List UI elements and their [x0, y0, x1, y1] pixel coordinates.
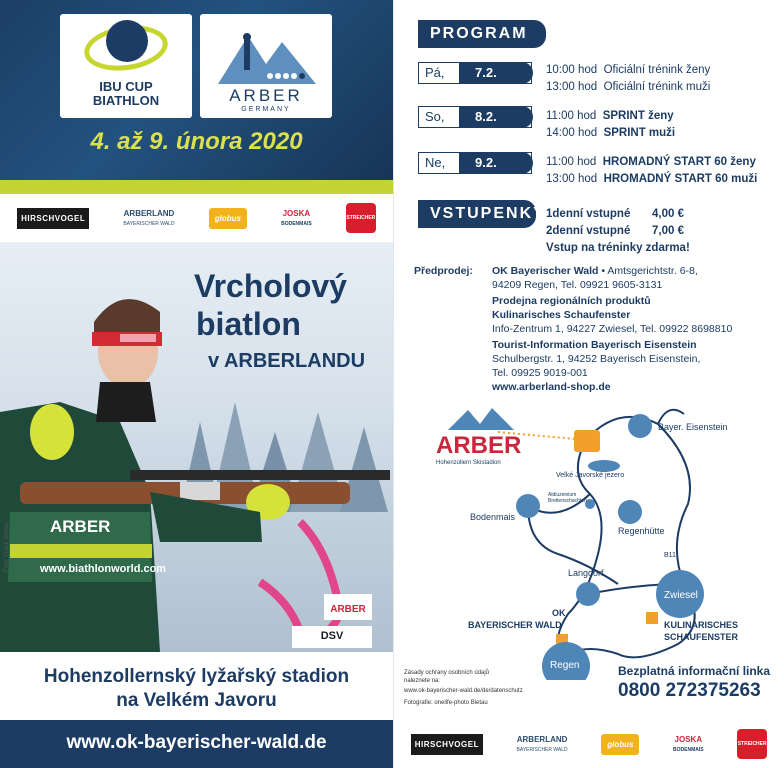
- day-name: Ne,: [425, 155, 446, 170]
- presale-ok-name: OK Bayerischer Wald: [492, 265, 599, 277]
- arber-logo: [200, 14, 332, 118]
- sponsor-arberland: [123, 209, 174, 227]
- mini-arber-logo: ARBER: [324, 594, 372, 620]
- map-label-regenhutte: Regenhütte: [618, 526, 665, 536]
- venue-line1: Hohenzollernský lyžařský stadion: [43, 666, 350, 687]
- ticket-price: 7,00 €: [652, 225, 684, 237]
- map-label-lake: Velké Javorské jezero: [556, 472, 625, 479]
- presale-kul-line2: Info-Zentrum 1, 94227 Zwiesel, Tel. 09922 8698810: [492, 323, 733, 335]
- presale-tourist: [492, 338, 700, 380]
- event-row: [546, 110, 674, 122]
- map-label-ok-sub: BAYERISCHER WALD: [468, 620, 562, 630]
- day-date: 9.2.: [459, 152, 533, 174]
- map-arber-sub: Hohenzollern Skistadion: [436, 460, 501, 466]
- right-panel: [394, 0, 784, 768]
- privacy-line1: Zásady ochrany osobních údajů: [404, 670, 490, 676]
- event-time: 11:00 hod: [546, 110, 597, 122]
- headline-line2: biatlon: [196, 306, 301, 342]
- sponsor-arberland-name: ARBERLAND: [123, 209, 175, 218]
- day-date: 7.2.: [459, 62, 533, 84]
- privacy-link[interactable]: www.ok-bayerischer-wald.de/de/datenschutz: [404, 688, 523, 694]
- map-label-bodenmais: Bodenmais: [470, 512, 516, 522]
- ticket-label: 1denní vstupné: [546, 208, 631, 220]
- day-name: Pá,: [425, 65, 445, 80]
- event-text: Oficiální trénink muži: [603, 81, 711, 93]
- event-time: 14:00 hod: [546, 127, 598, 139]
- sponsor-row-left: [0, 196, 393, 240]
- map-label-kulinarisches: KULINARISCHES: [664, 620, 739, 630]
- event-row: [546, 81, 710, 93]
- presale-kul-name2: Kulinarisches Schaufenster: [492, 309, 631, 321]
- event-time: 13:00 hod: [546, 81, 598, 93]
- sponsor-joska: [281, 209, 312, 227]
- program-heading: PROGRAM: [418, 20, 546, 48]
- day-sunday: [418, 152, 532, 174]
- info-phone-number[interactable]: 0800 272375263: [618, 680, 761, 701]
- bib-url-text: www.biathlonworld.com: [40, 563, 167, 575]
- map-arber-title: ARBER: [436, 432, 522, 459]
- arber-logo-name: ARBER: [229, 86, 303, 105]
- presale-label: Předprodej:: [414, 265, 473, 277]
- sponsor-joska-sub: BODENMAIS: [673, 747, 704, 753]
- event-dates: 4. až 9. února 2020: [90, 128, 303, 155]
- presale-tourist-name: Tourist-Information Bayerisch Eisenstein: [492, 339, 697, 351]
- event-text-bold: HROMADNÝ START 60 muži: [603, 173, 758, 185]
- sponsor-row-right: [394, 720, 784, 768]
- event-row: [546, 64, 710, 76]
- presale-ok-address: • Amtsgerichtstr. 6-8,: [598, 265, 698, 277]
- sponsor-hirschvogel: HIRSCHVOGEL: [17, 208, 89, 229]
- ticket-label: 2denní vstupné: [546, 225, 631, 237]
- sponsor-joska-sub: BODENMAIS: [281, 221, 312, 227]
- presale-tourist-line3: Tel. 09925 9019-001: [492, 367, 588, 379]
- sponsor-joska-name: JOSKA: [282, 209, 311, 218]
- map-label-langdorf: Langdorf: [568, 568, 604, 578]
- event-row: [546, 127, 675, 139]
- photo-credit-right: Fotografie: onelife-photo Bietau: [404, 700, 488, 706]
- arber-logo-sub: GERMANY: [241, 106, 291, 113]
- tickets-heading: VSTUPENKY: [418, 200, 536, 228]
- event-text-bold: SPRINT muži: [603, 127, 676, 139]
- presale-ok-line2: 94209 Regen, Tel. 09921 9605-3131: [492, 279, 663, 291]
- day-friday: [418, 62, 532, 84]
- event-time: 13:00 hod: [546, 173, 598, 185]
- photo-credit-left: Foto: Frank Bietau: [4, 522, 10, 572]
- sponsor-joska-name: JOSKA: [674, 735, 703, 744]
- sponsor-arberland: [517, 735, 568, 753]
- sponsor-streicher: STREICHER: [737, 729, 767, 759]
- presale-ok: [492, 264, 698, 292]
- sponsor-globus: globus: [601, 734, 639, 755]
- map-label-b11: B11: [664, 552, 676, 559]
- lime-band: [0, 180, 393, 194]
- day-date: 8.2.: [459, 106, 533, 128]
- privacy-line2: naleznete na:: [404, 678, 441, 684]
- venue-line2: na Velkém Javoru: [116, 690, 277, 711]
- sponsor-globus: globus: [209, 208, 247, 229]
- hero-banner: [0, 0, 393, 180]
- map-label-ok: OK: [552, 608, 566, 618]
- ibu-cup-logo: [60, 14, 192, 118]
- map-label-regen: Regen: [550, 660, 580, 671]
- event-time: 10:00 hod: [546, 64, 598, 76]
- presale-kulinarisches: [492, 294, 732, 336]
- event-row: [546, 173, 757, 185]
- ibu-skier-icon: [106, 20, 148, 62]
- event-text-bold: SPRINT ženy: [602, 110, 674, 122]
- ibu-logo-line1: IBU CUP: [99, 79, 153, 94]
- map-label-eisenstein: Bayer. Eisenstein: [658, 422, 728, 432]
- region-map: [418, 404, 784, 680]
- ibu-logo-line2: BIATHLON: [92, 93, 160, 108]
- presale-kul-name: Prodejna regionálních produktů: [492, 295, 651, 307]
- ticket-price: 4,00 €: [652, 208, 684, 220]
- venue-block: [0, 652, 393, 720]
- info-line-title: Bezplatná informační linka: [618, 664, 771, 678]
- map-label-schaufenster: SCHAUFENSTER: [664, 632, 739, 642]
- event-text: Oficiální trénink ženy: [603, 64, 711, 76]
- tickets-note: Vstup na tréninky zdarma!: [546, 242, 690, 254]
- presale-tourist-line2: Schulbergstr. 1, 94252 Bayerisch Eisenstein,: [492, 353, 701, 365]
- sponsor-joska: [673, 735, 704, 753]
- map-label-zwiesel: Zwiesel: [664, 590, 698, 601]
- sponsor-hirschvogel: HIRSCHVOGEL: [411, 734, 483, 755]
- day-name: So,: [425, 109, 445, 124]
- sponsor-streicher: STREICHER: [346, 203, 376, 233]
- sponsor-arberland-name: ARBERLAND: [516, 735, 568, 744]
- event-text-bold: HROMADNÝ START 60 ženy: [602, 156, 756, 168]
- arber-mountain-icon: [218, 28, 316, 84]
- day-saturday: [418, 106, 532, 128]
- athlete-photo: [0, 242, 393, 652]
- sponsor-arberland-sub: BAYERISCHER WALD: [123, 221, 175, 227]
- map-label-brettenschachten: Aldiuzeinium Brettenschachten: [548, 492, 587, 504]
- sponsor-arberland-sub: BAYERISCHER WALD: [516, 747, 568, 753]
- bib-brand-text: ARBER: [50, 517, 111, 536]
- shop-url[interactable]: www.arberland-shop.de: [492, 381, 611, 393]
- event-time: 11:00 hod: [546, 156, 597, 168]
- headline-line1: Vrcholový: [194, 268, 347, 304]
- website-url[interactable]: www.ok-bayerischer-wald.de: [0, 720, 393, 768]
- mini-dsv-logo: DSV: [292, 626, 372, 648]
- headline-line3: v ARBERLANDU: [208, 350, 366, 372]
- event-row: [546, 156, 756, 168]
